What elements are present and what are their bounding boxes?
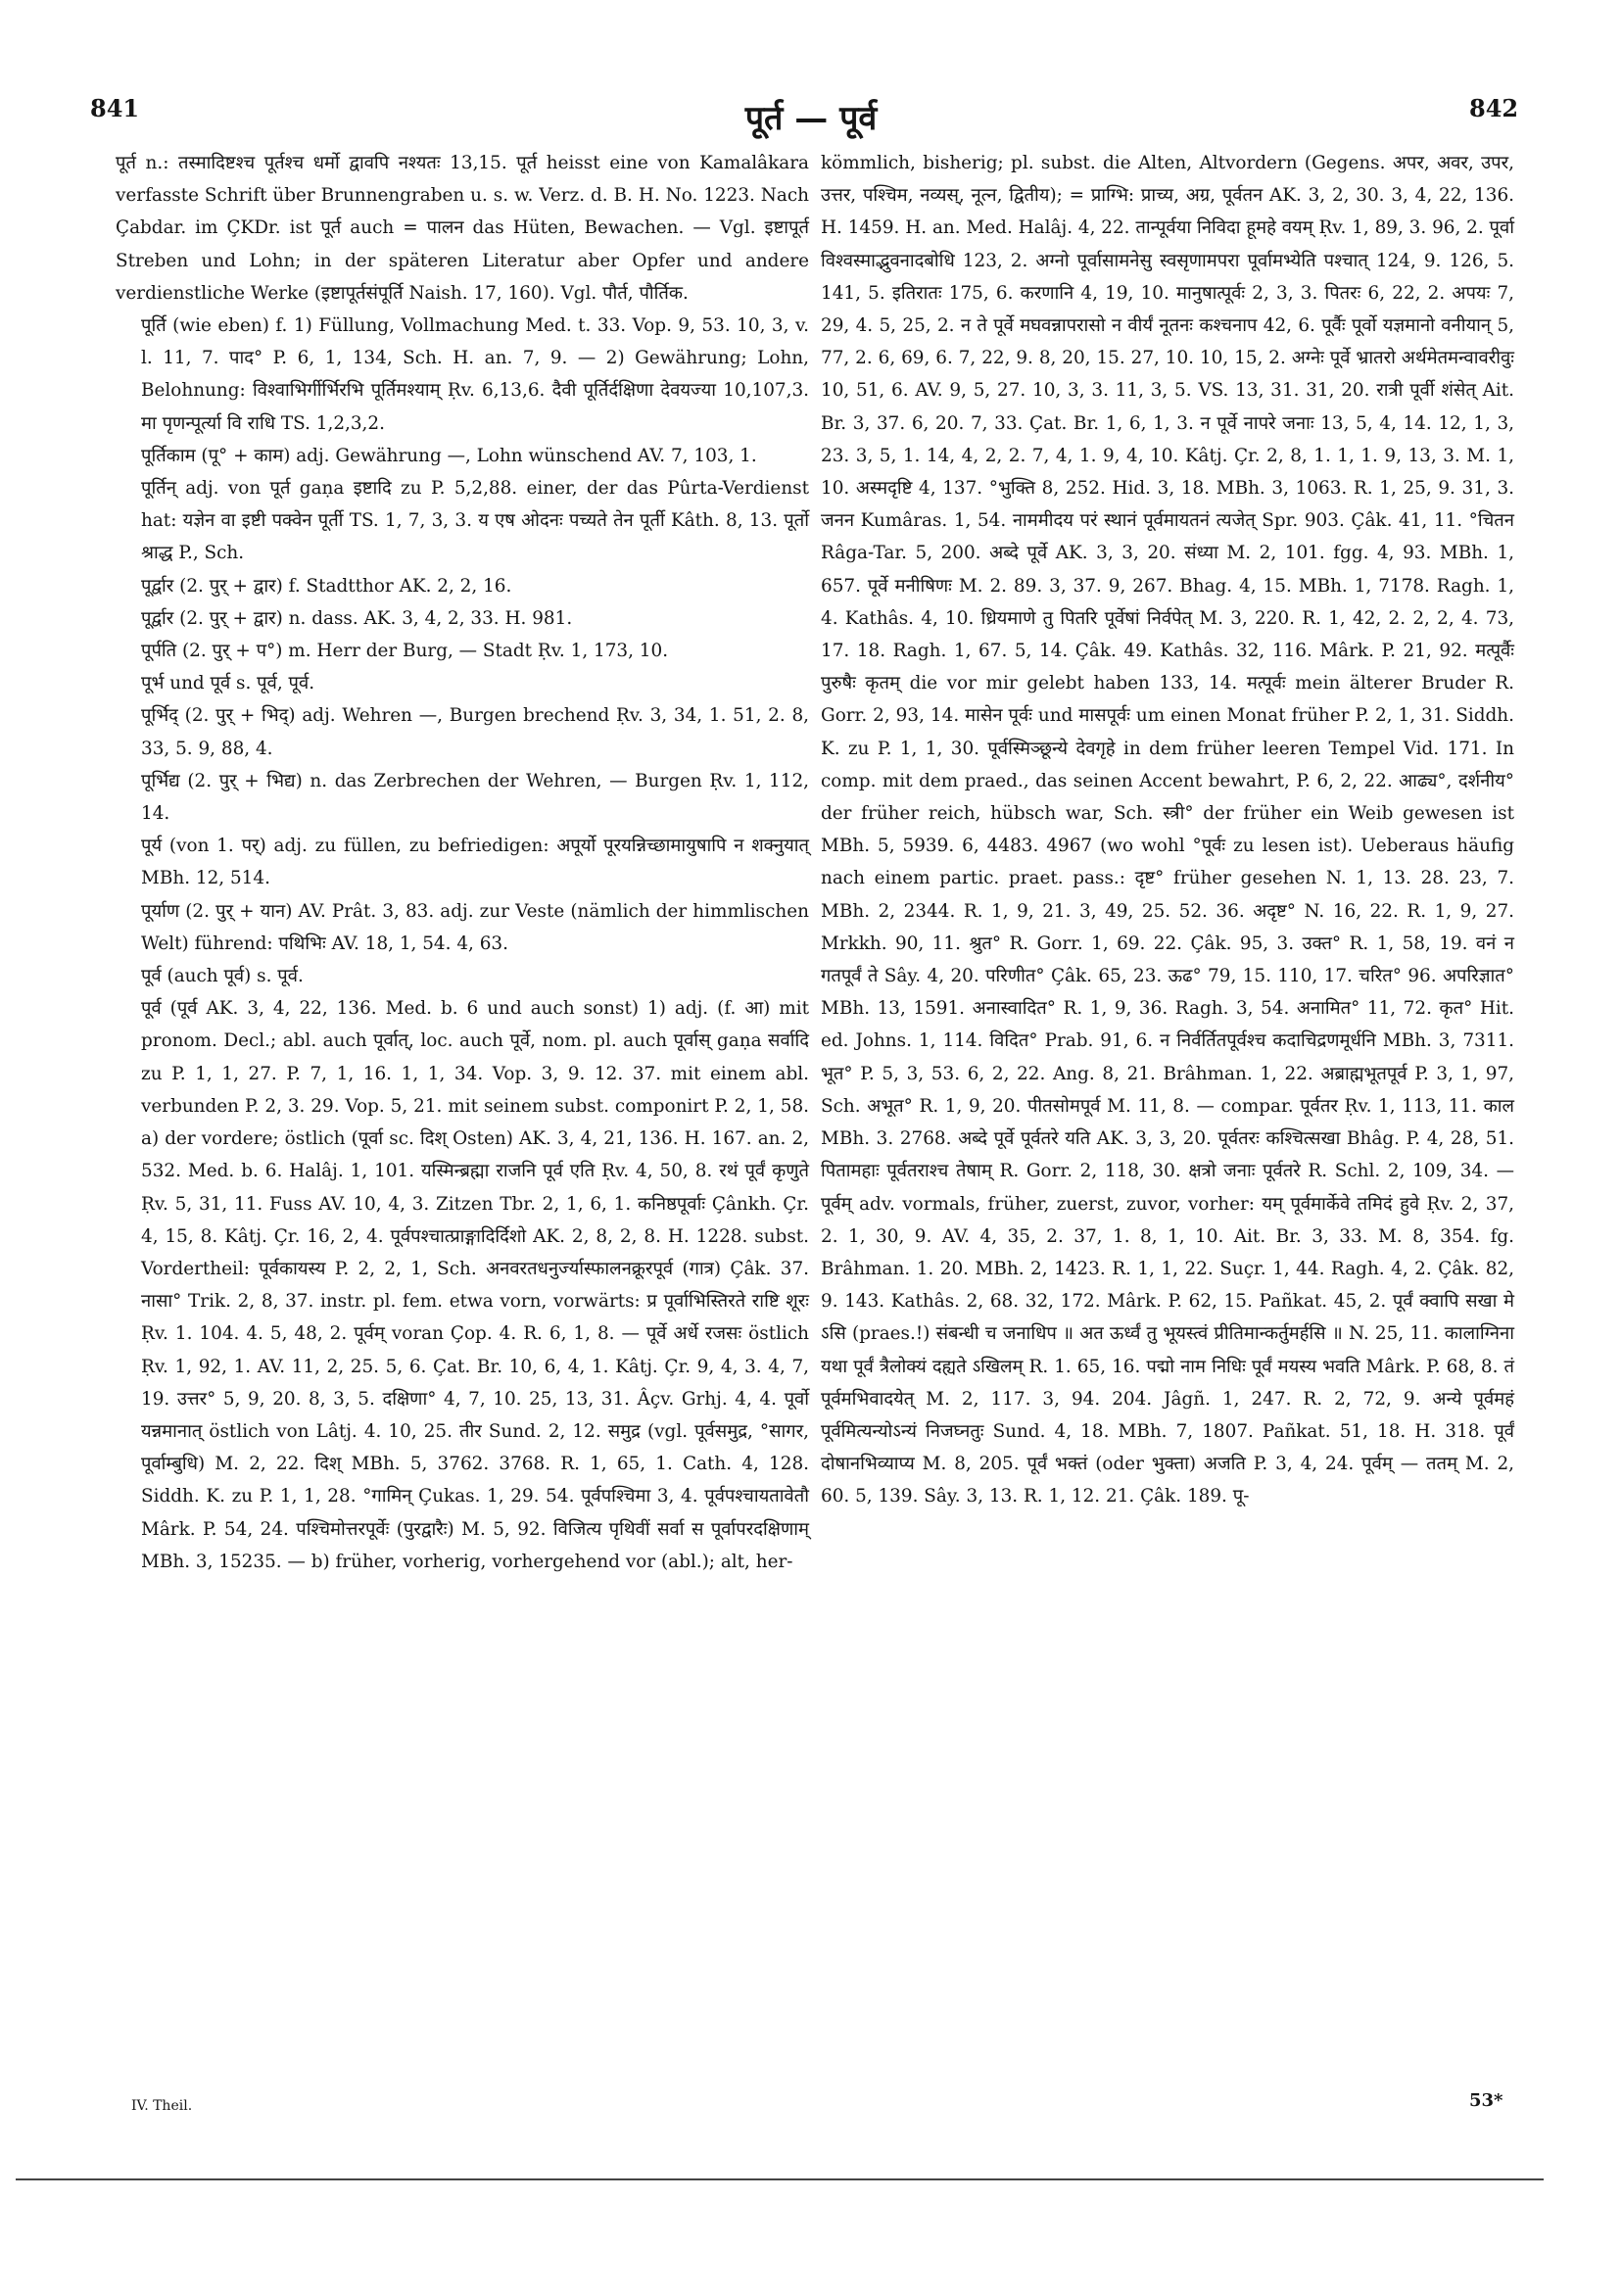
page-number-right: 842 [1469, 94, 1519, 122]
entry-purva: पूर्व (पूर्व AK. 3, 4, 22, 136. Med. b. 6 und auch sonst) 1) adj. (f. आ) mit pronom. Decl.; abl. auch पूर्वात्, loc. auch पूर्वे, nom. pl. auch पूर्वास् gaṇa सर्वादि zu P. 1, 1, 27. P. 7, 1, 16. 1, 1, 34. Vop. 3, 9. 12. 37. mit einem abl. verbunden P. 2, 3. 29. Vop. 5, 21. mit seinem subst. componirt P. 2, 1, 58. a) der vordere; östlich (पूर्वा sc. दिश् Osten) AK. 3, 4, 21, 136. H. 167. an. 2, 532. Med. b. 6. Halâj. 1, 101. यस्मिन्ब्रह्मा राजनि पूर्व एति Ṛv. 4, 50, 8. रथं पूर्वं कृणुते Ṛv. 5, 31, 11. Fuss AV. 10, 4, 3. Zitzen Tbr. 2, 1, 6, 1. कनिष्ठपूर्वाः Çânkh. Çr. 4, 15, 8. Kâtj. Çr. 16, 2, 4. पूर्वपश्चात्प्राङ्गादिर्दिशो AK. 2, 8, 2, 8. H. 1228. subst. Vordertheil: पूर्वकायस्य P. 2, 2, 1, Sch. अनवरतधनुर्ज्यास्फालनक्रूरपूर्व (गात्र) Çâk. 37. नासा° Trik. 2, 8, 37. instr. pl. fem. etwa vorn, vorwärts: प्र पूर्वाभिस्तिरते राष्टि शूरः Ṛv. 1. 104. 4. 5, 48, 2. पूर्वम् voran Çop. 4. R. 6, 1, 8. — पूर्वे अर्धे रजसः östlich Ṛv. 1, 92, 1. AV. 11, 2, 25. 5, 6. Çat. Br. 10, 6, 4, 1. Kâtj. Çr. 9, 4, 3. 4, 7, 19. उत्तर° 5, 9, 20. 8, 3, 5. दक्षिणा° 4, 7, 10. 25, 13, 31. Âçv. Grhj. 4, 4. पूर्वो यन्नमानात् östlich von Lâtj. 4. 10, 25. तीर Sund. 2, 12. समुद्र (vgl. पूर्वसमुद्र, °सागर, पूर्वाम्बुधि) M. 2, 22. दिश् MBh. 5, 3762. 3768. R. 1, 65, 1. Cath. 4, 128. Siddh. K. zu P. 1, 1, 28. °गामिन् Çukas. 1, 29. 54. पूर्वपश्चिमा 3, 4. पूर्वपश्चायतावेतौ Mârk. P. 54, 24. पश्चिमोत्तरपूर्वेः (पुरद्वारैः) M. 5, 92. विजित्य पृथिवीं सर्वा स पूर्वापरदक्षिणाम् MBh. 3, 15235. — b) früher, vorherig, vorhergehend vor (abl.); alt, her- [141, 998, 809, 1572]
entry-purva-cross: पूर्व (auch पूर्व) s. पूर्व. [141, 966, 304, 987]
entry-purbhidya: पूर्भिद्य (2. पुर् + भिद्य) n. das Zerbrechen der Wehren, — Burgen Ṛv. 1, 112, 14. [141, 770, 809, 825]
entry-purtin: पूर्तिन् adj. von पूर्त gaṇa इष्टादि zu P. 5,2,88. einer, der das Pûrta-Verdienst hat: यज्ञेन वा इष्टी पक्वेन पूर्ती TS. 1, 7, 3, 3. य एष ओदनः पच्यते तेन पूर्ती Kâth. 8, 13. पूर्तो श्राद्ध P., Sch. [141, 478, 809, 564]
entry-purva-continued: kömmlich, bisherig; pl. subst. die Alten, Altvordern (Gegens. अपर, अवर, उपर, उत्तर, पश्चिम, नव्यस्, नूत्न, द्वितीय); = प्राग्भि: प्राच्य, अग्र, पूर्वतन AK. 3, 2, 30. 3, 4, 22, 136. H. 1459. H. an. Med. Halâj. 4, 22. तान्पूर्वया निविदा हूमहे वयम् Ṛv. 1, 89, 3. 96, 2. पूर्वा विश्वस्माद्भुवनादबोधि 123, 2. अग्नो पूर्वासामनेसु स्वसृणामपरा पूर्वामभ्येति पश्चात् 124, 9. 126, 5. 141, 5. इतिरातः 175, 6. करणानि 4, 19, 10. मानुषात्पूर्वः 2, 3, 3. पितरः 6, 22, 2. अपयः 7, 29, 4. 5, 25, 2. न ते पूर्वे मघवन्नापरासो न वीर्यं नूतनः कश्चनाप 42, 6. पूर्वैः पूर्वो यज्ञमानो वनीयान् 5, 77, 2. 6, 69, 6. 7, 22, 9. 8, 20, 15. 27, 10. 10, 15, 2. अग्नेः पूर्वे भ्रातरो अर्थमेतमन्वावरीवुः 10, 51, 6. AV. 9, 5, 27. 10, 3, 3. 11, 3, 5. VS. 13, 31. 31, 20. रात्री पूर्वी शंसेत् Ait. Br. 3, 37. 6, 20. 7, 33. Çat. Br. 1, 6, 1, 3. न पूर्वे नापरे जनाः 13, 5, 4, 14. 12, 1, 3, 23. 3, 5, 1. 14, 4, 2, 2. 7, 4, 1. 9, 4, 10. Kâtj. Çr. 2, 8, 1. 1, 1. 9, 13, 3. M. 1, 10. अस्मदृष्टि 4, 137. °भुक्ति 8, 252. Hid. 3, 18. MBh. 3, 1063. R. 1, 25, 9. 31, 3. जनन Kumâras. 1, 54. नाममीदय परं स्थानं पूर्वमायतनं त्यजेत् Spr. 903. Çâk. 41, 11. °चितन Râga-Tar. 5, 200. अब्दे पूर्वे AK. 3, 3, 20. संध्या M. 2, 101. fgg. 4, 93. MBh. 1, 657. पूर्वे मनीषिणः M. 2. 89. 3, 37. 9, 267. Bhag. 4, 15. MBh. 1, 7178. Ragh. 1, 4. Kathâs. 4, 10. ध्रियमाणे तु पितरि पूर्वेषां निर्वपेत् M. 3, 220. R. 1, 42, 2. 2, 2, 4. 73, 17. 18. Ragh. 1, 67. 5, 14. Çâk. 49. Kathâs. 32, 116. Mârk. P. 21, 92. मत्पूर्वैः पुरुषैः कृतम् die vor mir gelebt haben 133, 14. मत्पूर्वः mein älterer Bruder R. Gorr. 2, 93, 14. मासेन पूर्वः und मासपूर्वः um einen Monat früher P. 2, 1, 31. Siddh. K. zu P. 1, 1, 30. पूर्वस्मिञ्छून्ये देवगृहे in dem früher leeren Tempel Vid. 171. In comp. mit dem praed., das seinen Accent bewahrt, P. 6, 2, 22. आढ्य°, दर्शनीय° der früher reich, hübsch war, Sch. स्त्री° der früher ein Weib gewesen ist MBh. 5, 5939. 6, 4483. 4967 (wo wohl °पूर्वः zu lesen ist). Ueberaus häufig nach einem partic. praet. pass.: दृष्ट° früher gesehen N. 1, 13. 28. 23, 7. MBh. 2, 2344. R. 1, 9, 21. 3, 49, 25. 52. 36. अदृष्ट° N. 16, 22. R. 1, 9, 27. Mrkkh. 90, 11. श्रुत° R. Gorr. 1, 69. 22. Çâk. 95, 3. उक्त° R. 1, 58, 19. वनं न गतपूर्वं ते Sây. 4, 20. परिणीत° Çâk. 65, 23. ऊढ° 79, 15. 110, 17. चरित° 96. अपरिज्ञात° MBh. 13, 1591. अनास्वादित° R. 1, 9, 36. Ragh. 3, 54. अनामित° 11, 72. कृत° Hit. ed. Johns. 1, 114. विदित° Prab. 91, 6. न निर्वर्तितपूर्वश्च कदाचिद्रणमूर्धनि MBh. 3, 7311. भूत° P. 5, 3, 53. 6, 2, 22. Ang. 8, 21. Brâhman. 1, 22. अब्राह्मभूतपूर्व P. 3, 1, 97, Sch. अभूत° R. 1, 9, 20. पीतसोमपूर्व M. 11, 8. — compar. पूर्वतर Ṛv. 1, 113, 11. काल MBh. 3. 2768. अब्दे पूर्वे पूर्वतरे यति AK. 3, 3, 20. पूर्वतरः कश्चित्सखा Bhâg. P. 4, 28, 51. पितामहाः पूर्वतराश्च तेषाम् R. Gorr. 2, 118, 30. क्षत्रो जनाः पूर्वतरे R. Schl. 2, 109, 34. — पूर्वम् adv. vormals, früher, zuerst, zuvor, vorher: यम् पूर्वमार्केवे तमिदं हुवे Ṛv. 2, 37, 2. 1, 30, 9. AV. 4, 35, 2. 37, 1. 8, 1, 10. Ait. Br. 3, 33. M. 8, 354. fg. Brâhman. 1. 20. MBh. 2, 1423. R. 1, 1, 22. Suçr. 1, 44. Ragh. 4, 2. Çâk. 82, 9. 143. Kathâs. 2, 68. 32, 172. Mârk. P. 62, 15. Pañkat. 45, 2. पूर्वं क्वापि सखा मे ऽसि (praes.!) संबन्धी च जनाधिप ॥ अत ऊर्ध्वं तु भूयस्त्वं प्रीतिमान्कर्तुमर्हसि ॥ N. 25, 11. कालाग्निना यथा पूर्वं त्रैलोक्यं दह्यते ऽखिलम् R. 1. 65, 16. पद्मो नाम निधिः पूर्वं मयस्य भवति Mârk. P. 68, 8. तं पूर्वमभिवादयेत् M. 2, 117. 3, 94. 204. Jâgñ. 1, 247. R. 2, 72, 9. अन्ये पूर्वमहं पूर्वमित्यन्योऽन्यं निजघ्नतुः Sund. 4, 18. MBh. 7, 1807. Pañkat. 51, 18. H. 318. पूर्वं दोषानभिव्याप्य M. 8, 205. पूर्वं भक्तं (oder भुक्ता) अजति P. 3, 4, 24. पूर्वम् — ततम् M. 2, 60. 5, 139. Sây. 3, 13. R. 1, 12. 21. Çâk. 189. पू- [821, 153, 1514, 1507]
entry-purpati: पूर्पति (2. पुर् + प°) m. Herr der Burg, — Stadt Ṛv. 1, 173, 10. [141, 641, 669, 662]
signature-mark: 53* [1469, 2090, 1503, 2111]
page-headword: पूर्त — पूर्व [744, 99, 878, 138]
entry-purta: पूर्त n.: तस्मादिष्टश्च पूर्तश्च धर्मो द्वावपि नश्यतः 13,15. पूर्त heisst eine von Kamalâkara verfasste Schrift über Brunnengraben u. s. w. Verz. d. B. H. No. 1223. Nach Çabdar. im ÇKDr. ist पूर्त auch = पालन das Hüten, Bewachen. — Vgl. इष्टापूर्त Streben und Lohn; in der späteren Literatur aber Opfer und andere verdienstliche Werke (इष्टापूर्तसंपूर्ति Naish. 17, 160). Vgl. पौर्त, पौर्तिक. [116, 153, 809, 304]
page-number-left: 841 [90, 94, 140, 122]
bottom-rule [16, 2178, 1544, 2180]
entry-purti: पूर्ति (wie eben) f. 1) Füllung, Vollmachung Med. t. 33. Vop. 9, 53. 10, 3, v. l. 11, 7. पाद° P. 6, 1, 134, Sch. H. an. 7, 9. — 2) Gewährung; Lohn, Belohnung: विश्वाभिर्गीर्भिरभि पूर्तिमश्याम् Ṛv. 6,13,6. दैवी पूर्तिर्दक्षिणा देवयज्या 10,107,3. मा पृणन्पूर्त्या वि राधि TS. 1,2,3,2. [141, 315, 809, 434]
entry-purdvar: पूर्द्वार (2. पुर् + द्वार) f. Stadtthor AK. 2, 2, 16. [141, 575, 512, 597]
right-column [821, 147, 1514, 1513]
entry-purdvara: पूर्द्वार (2. पुर् + द्वार) n. dass. AK. 3, 4, 2, 33. H. 981. [141, 607, 573, 629]
entry-purtikama: पूर्तिकाम (पू° + काम) adj. Gewährung —, Lohn wünschend AV. 7, 103, 1. [141, 445, 757, 466]
volume-label: IV. Theil. [131, 2098, 193, 2114]
entry-purbhid: पूर्भिद् (2. पुर् + भिद्) adj. Wehren —, Burgen brechend Ṛv. 3, 34, 1. 51, 2. 8, 33, 5. 9, 88, 4. [141, 705, 809, 759]
entry-puryana: पूर्याण (2. पुर् + यान) AV. Prât. 3, 83. adj. zur Veste (nämlich der himmlischen Welt) führend: पथिभिः AV. 18, 1, 54. 4, 63. [141, 900, 809, 954]
entry-purbha: पूर्भ und पूर्व s. पूर्व, पूर्व. [141, 673, 315, 694]
entry-purya: पूर्य (von 1. पर्) adj. zu füllen, zu befriedigen: अपूर्यो पूरयन्निच्छामायुषापि न शक्नुयात् MBh. 12, 514. [141, 836, 809, 889]
left-column [116, 147, 809, 1578]
